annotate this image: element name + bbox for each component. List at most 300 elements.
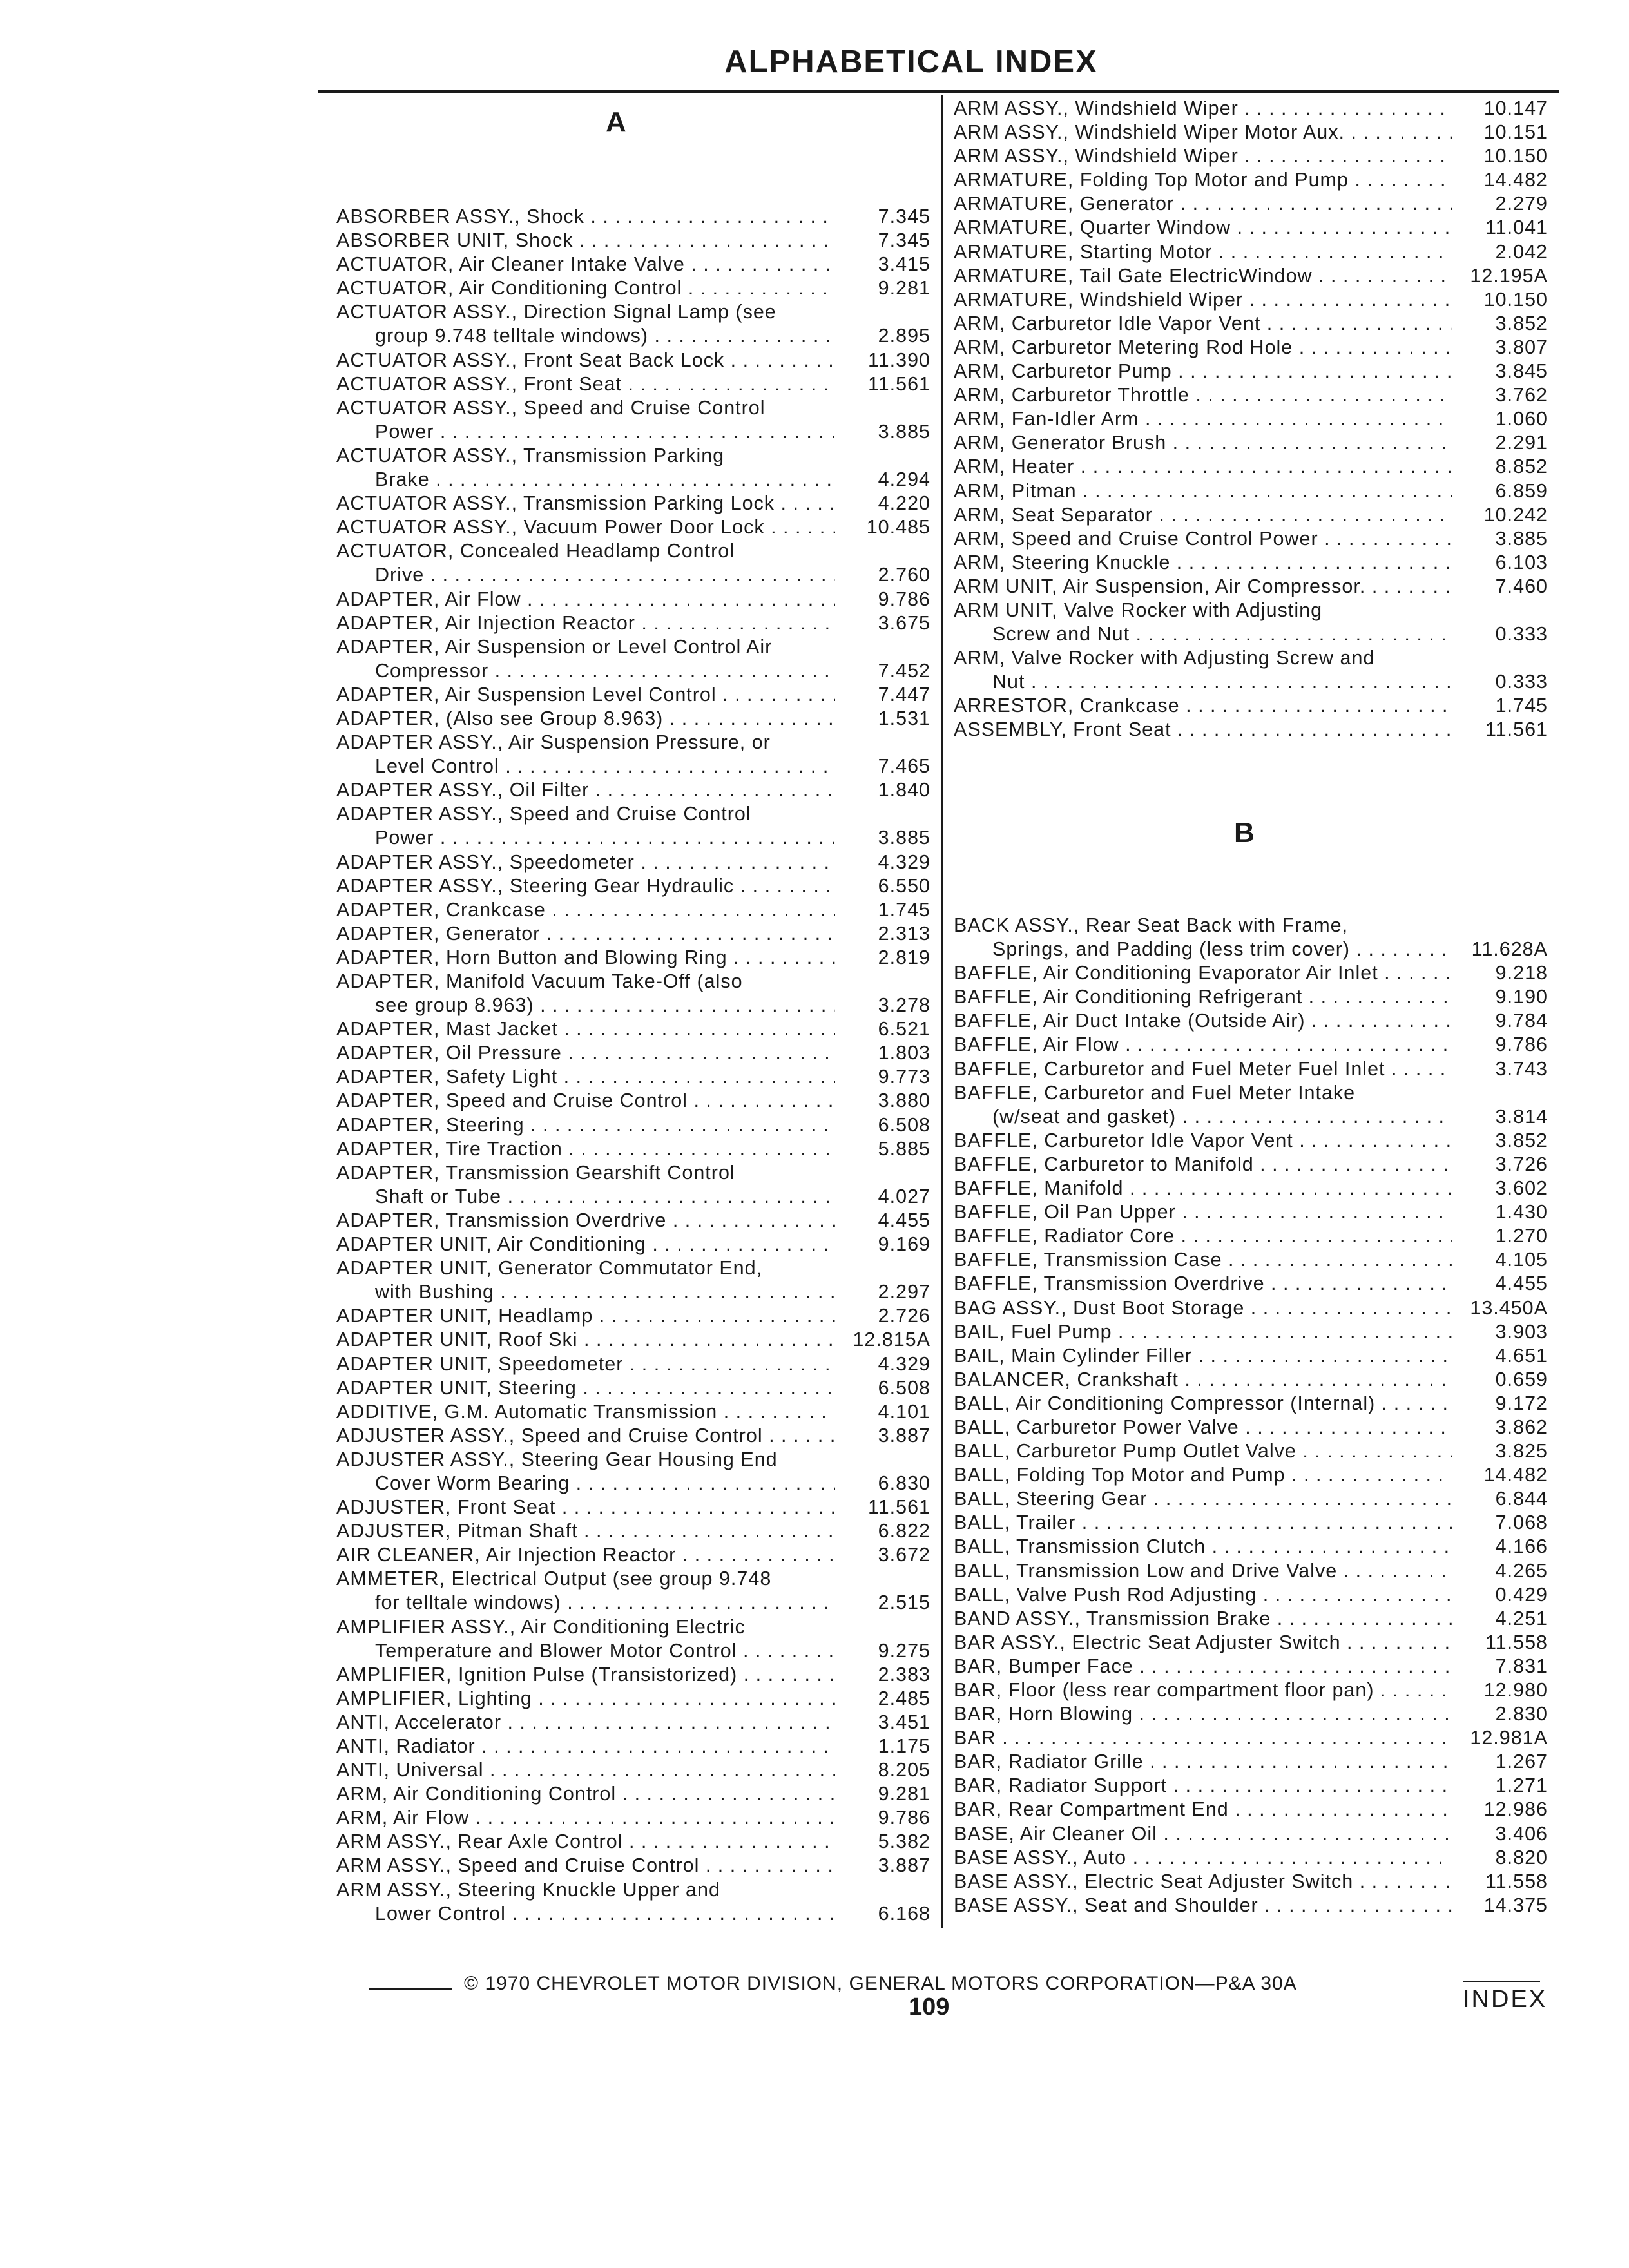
entry-group-number: 14.375 [1483, 1894, 1548, 1916]
index-entry [336, 802, 930, 850]
index-entry [954, 97, 1548, 120]
index-entry [954, 1177, 1548, 1200]
entry-group-number: 6.844 [1495, 1488, 1548, 1510]
index-entry [336, 922, 930, 946]
index-column-left [336, 205, 930, 1926]
entry-label: ARM ASSY., Speed and Cruise Control . . . [336, 1854, 835, 1878]
entry-label: ADAPTER UNIT, Speedometer . . . [336, 1352, 835, 1376]
entry-group-number: 2.485 [878, 1687, 930, 1709]
entry-label: ADAPTER, Safety Light . . . [336, 1065, 835, 1089]
entry-group-number: 4.329 [878, 1352, 930, 1375]
entry-label: BASE ASSY., Electric Seat Adjuster Switch . . . [954, 1870, 1452, 1894]
entry-label: ADJUSTER, Pitman Shaft . . . [336, 1519, 835, 1543]
entry-group-number: 0.659 [1495, 1368, 1548, 1390]
entry-group-number: 1.267 [1495, 1751, 1548, 1773]
index-entry [336, 731, 930, 778]
entry-label: ARM, Carburetor Metering Rod Hole . . . [954, 336, 1452, 360]
entry-group-number: 10.150 [1483, 288, 1548, 311]
entry-label: ADAPTER, (Also see Group 8.963) . . . [336, 707, 835, 731]
entry-label: BAFFLE, Air Flow . . . [954, 1033, 1452, 1057]
entry-label: Springs, and Padding (less trim cover) . . . [992, 937, 1452, 961]
entry-label: ARM UNIT, Air Suspension, Air Compressor. . . . [954, 575, 1452, 599]
index-entry [336, 1519, 930, 1543]
index-entry [954, 288, 1548, 312]
index-entry [954, 120, 1548, 144]
index-entry [954, 1392, 1548, 1416]
entry-group-number: 12.195A [1470, 264, 1548, 287]
entry-group-number: 4.220 [878, 492, 930, 515]
index-entry [336, 850, 930, 874]
entry-label: ACTUATOR, Air Cleaner Intake Valve . . . [336, 253, 835, 276]
entry-label: BAFFLE, Air Duct Intake (Outside Air) . . . [954, 1009, 1452, 1033]
index-entry [954, 1774, 1548, 1798]
entry-label: BALL, Carburetor Pump Outlet Valve . . . [954, 1439, 1452, 1463]
entry-label: AMMETER, Electrical Output (see group 9.748 [336, 1568, 772, 1590]
index-entry [336, 1735, 930, 1758]
entry-group-number: 3.602 [1495, 1177, 1548, 1200]
entry-label: ACTUATOR ASSY., Vacuum Power Door Lock . . . [336, 515, 835, 539]
entry-label: ADJUSTER ASSY., Steering Gear Housing End [336, 1448, 778, 1470]
entry-group-number: 2.383 [878, 1663, 930, 1686]
entry-group-number: 10.150 [1483, 145, 1548, 168]
index-entry [954, 1559, 1548, 1583]
index-entry [336, 1089, 930, 1113]
entry-label: ACTUATOR ASSY., Transmission Parking [336, 444, 725, 466]
entry-group-number: 1.430 [1495, 1201, 1548, 1224]
index-entry [954, 1057, 1548, 1081]
index-entry [954, 1511, 1548, 1535]
index-entry [336, 778, 930, 802]
entry-group-number: 3.726 [1495, 1153, 1548, 1175]
entry-label: BAR, Radiator Grille . . . [954, 1750, 1452, 1774]
index-entry [954, 264, 1548, 288]
index-entry [954, 216, 1548, 240]
index-entry [336, 300, 930, 348]
entry-label: ARM, Carburetor Pump . . . [954, 360, 1452, 383]
entry-label: BAIL, Main Cylinder Filler . . . [954, 1344, 1452, 1368]
index-entry [336, 349, 930, 372]
entry-label: ADAPTER, Tire Traction . . . [336, 1137, 835, 1161]
index-entry [954, 1894, 1548, 1917]
entry-group-number: 7.068 [1495, 1512, 1548, 1534]
entry-label: ARM, Air Flow . . . [336, 1806, 835, 1830]
entry-label: ARMATURE, Quarter Window . . . [954, 216, 1452, 240]
index-entry [954, 1583, 1548, 1607]
entry-label: ARMATURE, Generator . . . [954, 192, 1452, 216]
entry-label: ARM, Steering Knuckle . . . [954, 551, 1452, 575]
index-entry [954, 503, 1548, 527]
index-entry [954, 599, 1548, 646]
entry-label: BAFFLE, Air Conditioning Evaporator Air Inlet . . . [954, 961, 1452, 985]
index-entry [954, 1798, 1548, 1821]
index-entry [336, 1663, 930, 1687]
index-entry [954, 1248, 1548, 1272]
entry-label: ANTI, Radiator . . . [336, 1735, 835, 1758]
index-entry [336, 1806, 930, 1830]
index-entry [954, 1320, 1548, 1344]
entry-group-number: 3.451 [878, 1711, 930, 1733]
index-column-right-b [954, 914, 1548, 1917]
index-entry [336, 874, 930, 898]
entry-group-number: 1.531 [878, 707, 930, 729]
entry-group-number: 14.482 [1483, 169, 1548, 191]
index-entry [336, 1567, 930, 1615]
index-entry [954, 144, 1548, 168]
entry-group-number: 3.825 [1495, 1440, 1548, 1463]
index-entry [954, 312, 1548, 336]
entry-group-number: 13.450A [1470, 1296, 1548, 1319]
index-entry [336, 444, 930, 492]
entry-group-number: 3.852 [1495, 312, 1548, 334]
index-entry [336, 492, 930, 515]
entry-group-number: 11.628A [1471, 938, 1548, 961]
title-rule [318, 90, 1559, 93]
entry-label: BAR, Radiator Support . . . [954, 1774, 1452, 1798]
entry-label: ADAPTER, Air Suspension Level Control . . . [336, 683, 835, 707]
entry-group-number: 6.550 [878, 874, 930, 897]
entry-group-number: 3.807 [1495, 336, 1548, 358]
entry-label: ADAPTER ASSY., Speedometer . . . [336, 850, 835, 874]
entry-label: AIR CLEANER, Air Injection Reactor . . . [336, 1543, 835, 1567]
entry-label: ADAPTER, Generator . . . [336, 922, 835, 946]
index-entry [954, 1200, 1548, 1224]
entry-group-number: 6.830 [878, 1472, 930, 1494]
entry-group-number: 4.455 [878, 1209, 930, 1231]
index-entry [954, 479, 1548, 503]
entry-group-number: 1.060 [1495, 408, 1548, 430]
entry-group-number: 7.345 [878, 229, 930, 252]
entry-group-number: 11.558 [1485, 1631, 1548, 1653]
index-entry [954, 1153, 1548, 1177]
entry-label: ARMATURE, Windshield Wiper . . . [954, 288, 1452, 312]
entry-label: BAR, Bumper Face . . . [954, 1655, 1452, 1678]
index-entry [954, 718, 1548, 742]
index-entry [954, 1726, 1548, 1750]
entry-label: BAND ASSY., Transmission Brake . . . [954, 1607, 1452, 1631]
entry-group-number: 4.105 [1495, 1249, 1548, 1271]
entry-label: ARM, Generator Brush . . . [954, 431, 1452, 455]
entry-group-number: 4.294 [878, 468, 930, 491]
entry-label: BALL, Transmission Clutch . . . [954, 1535, 1452, 1559]
entry-label: Lower Control . . . [375, 1902, 835, 1926]
index-entry [336, 1687, 930, 1711]
index-entry [336, 1830, 930, 1854]
index-entry [954, 527, 1548, 551]
entry-label: ARM ASSY., Windshield Wiper . . . [954, 97, 1452, 120]
index-entry [954, 1702, 1548, 1726]
entry-group-number: 0.429 [1495, 1583, 1548, 1606]
entry-label: BALL, Steering Gear . . . [954, 1487, 1452, 1511]
index-entry [954, 694, 1548, 718]
entry-label: BAR, Rear Compartment End . . . [954, 1798, 1452, 1821]
entry-label: BAFFLE, Carburetor to Manifold . . . [954, 1153, 1452, 1177]
entry-group-number: 9.786 [878, 1807, 930, 1829]
index-entry [336, 970, 930, 1017]
entry-group-number: 1.840 [878, 779, 930, 802]
entry-group-number: 10.151 [1483, 121, 1548, 144]
entry-group-number: 11.390 [867, 349, 930, 371]
entry-group-number: 9.786 [878, 588, 930, 610]
entry-label: ARM, Carburetor Idle Vapor Vent . . . [954, 312, 1452, 336]
entry-group-number: 9.172 [1495, 1392, 1548, 1414]
entry-label: (w/seat and gasket) . . . [992, 1105, 1452, 1129]
entry-group-number: 1.803 [878, 1042, 930, 1064]
entry-label: BAFFLE, Transmission Overdrive . . . [954, 1272, 1452, 1296]
index-entry [954, 1631, 1548, 1655]
entry-label: ABSORBER ASSY., Shock . . . [336, 205, 835, 229]
entry-label: BAR, Horn Blowing . . . [954, 1702, 1452, 1726]
index-entry [336, 1854, 930, 1878]
entry-label: Cover Worm Bearing . . . [375, 1472, 835, 1495]
entry-group-number: 8.205 [878, 1759, 930, 1782]
entry-group-number: 3.852 [1495, 1129, 1548, 1151]
entry-group-number: 9.281 [878, 1783, 930, 1805]
index-entry [336, 396, 930, 444]
index-entry [954, 360, 1548, 383]
entry-label: ADJUSTER ASSY., Speed and Cruise Control . . . [336, 1424, 835, 1448]
index-entry [954, 646, 1548, 694]
entry-label: ADAPTER ASSY., Steering Gear Hydraulic . . . [336, 874, 835, 898]
entry-group-number: 10.147 [1483, 97, 1548, 119]
entry-group-number: 3.762 [1495, 384, 1548, 407]
index-entry [954, 961, 1548, 985]
entry-label: ARMATURE, Folding Top Motor and Pump . . . [954, 168, 1452, 192]
page-title: ALPHABETICAL INDEX [724, 44, 1098, 79]
index-entry [336, 229, 930, 253]
entry-label: ADAPTER, Steering . . . [336, 1113, 835, 1137]
index-entry [336, 1017, 930, 1041]
entry-label: ADAPTER ASSY., Speed and Cruise Control [336, 803, 751, 825]
index-entry [336, 1161, 930, 1209]
index-entry [954, 985, 1548, 1009]
index-entry [336, 1256, 930, 1304]
entry-group-number: 10.242 [1483, 503, 1548, 526]
entry-label: ACTUATOR ASSY., Direction Signal Lamp (see [336, 301, 776, 323]
entry-label: ABSORBER UNIT, Shock . . . [336, 229, 835, 253]
index-entry [336, 1424, 930, 1448]
entry-group-number: 8.852 [1495, 456, 1548, 478]
entry-label: BAFFLE, Radiator Core . . . [954, 1224, 1452, 1248]
entry-label: BALL, Trailer . . . [954, 1511, 1452, 1535]
entry-label: BALL, Carburetor Power Valve . . . [954, 1416, 1452, 1439]
entry-label: ADAPTER, Manifold Vacuum Take-Off (also [336, 970, 743, 992]
index-entry [336, 1711, 930, 1735]
section-letter-b: B [1234, 817, 1255, 849]
entry-label: ARM, Air Conditioning Control . . . [336, 1782, 835, 1806]
entry-group-number: 3.415 [878, 253, 930, 276]
entry-label: BAFFLE, Oil Pan Upper . . . [954, 1200, 1452, 1224]
entry-group-number: 6.859 [1495, 479, 1548, 502]
entry-label: ARM ASSY., Steering Knuckle Upper and [336, 1878, 720, 1901]
entry-group-number: 4.329 [878, 850, 930, 873]
index-entry [336, 611, 930, 635]
entry-label: ADAPTER, Horn Button and Blowing Ring . . . [336, 946, 835, 970]
entry-label: BAFFLE, Air Conditioning Refrigerant . . . [954, 985, 1452, 1009]
entry-label: BAFFLE, Carburetor Idle Vapor Vent . . . [954, 1129, 1452, 1153]
footer-rule-left [369, 1988, 452, 1990]
index-entry [336, 372, 930, 396]
index-entry [954, 914, 1548, 961]
index-entry [954, 192, 1548, 216]
entry-label: ADAPTER ASSY., Oil Filter . . . [336, 778, 835, 802]
index-entry [336, 1782, 930, 1806]
entry-label: ADAPTER UNIT, Generator Commutator End, [336, 1257, 763, 1280]
entry-group-number: 3.278 [878, 994, 930, 1017]
column-divider [941, 95, 943, 1928]
entry-group-number: 2.726 [878, 1305, 930, 1327]
entry-group-number: 1.745 [878, 898, 930, 921]
entry-label: ARM UNIT, Valve Rocker with Adjusting [954, 599, 1323, 621]
index-entry [954, 1033, 1548, 1057]
entry-group-number: 14.482 [1483, 1464, 1548, 1486]
entry-label: BAFFLE, Manifold . . . [954, 1177, 1452, 1200]
entry-group-number: 11.041 [1485, 216, 1548, 239]
index-entry [954, 1607, 1548, 1631]
entry-group-number: 12.986 [1483, 1798, 1548, 1821]
entry-group-number: 9.773 [878, 1066, 930, 1088]
entry-group-number: 3.675 [878, 611, 930, 634]
entry-label: ACTUATOR ASSY., Transmission Parking Lock . . . [336, 492, 835, 515]
entry-group-number: 1.175 [878, 1735, 930, 1757]
entry-group-number: 7.345 [878, 206, 930, 227]
index-entry [336, 1137, 930, 1161]
index-entry [954, 1416, 1548, 1439]
entry-label: BAFFLE, Carburetor and Fuel Meter Intake [954, 1081, 1356, 1104]
entry-label: ADAPTER, Speed and Cruise Control . . . [336, 1089, 835, 1113]
entry-label: ADAPTER, Air Suspension or Level Control Air [336, 635, 773, 658]
index-entry [336, 1328, 930, 1352]
index-entry [954, 383, 1548, 407]
index-entry [954, 1822, 1548, 1846]
entry-group-number: 4.027 [878, 1185, 930, 1207]
entry-group-number: 2.895 [878, 325, 930, 347]
entry-label: ARM, Pitman . . . [954, 479, 1452, 503]
entry-group-number: 5.382 [878, 1831, 930, 1853]
index-entry [954, 1750, 1548, 1774]
entry-label: Brake . . . [375, 468, 835, 492]
entry-label: ASSEMBLY, Front Seat . . . [954, 718, 1452, 742]
entry-label: BALL, Transmission Low and Drive Valve . . . [954, 1559, 1452, 1583]
entry-label: BAFFLE, Transmission Case . . . [954, 1248, 1452, 1272]
entry-group-number: 2.279 [1495, 193, 1548, 215]
entry-label: BAR ASSY., Electric Seat Adjuster Switch . . . [954, 1631, 1452, 1655]
entry-label: ADAPTER UNIT, Roof Ski . . . [336, 1328, 835, 1352]
entry-group-number: 3.814 [1495, 1105, 1548, 1128]
entry-group-number: 9.190 [1495, 986, 1548, 1008]
entry-group-number: 3.903 [1495, 1320, 1548, 1343]
entry-group-number: 4.166 [1495, 1535, 1548, 1558]
entry-label: BASE ASSY., Auto . . . [954, 1846, 1452, 1870]
index-entry [954, 1463, 1548, 1487]
index-entry [336, 1352, 930, 1376]
entry-group-number: 11.558 [1485, 1870, 1548, 1892]
entry-label: ANTI, Universal . . . [336, 1758, 835, 1782]
entry-label: ARM, Carburetor Throttle . . . [954, 383, 1452, 407]
entry-group-number: 4.455 [1495, 1273, 1548, 1295]
index-entry [336, 1376, 930, 1400]
entry-group-number: 7.452 [878, 659, 930, 682]
entry-group-number: 12.815A [853, 1329, 930, 1351]
index-entry [336, 1041, 930, 1065]
entry-group-number: 3.862 [1495, 1416, 1548, 1438]
entry-group-number: 7.465 [878, 755, 930, 778]
entry-group-number: 11.561 [867, 372, 930, 395]
entry-group-number: 5.885 [878, 1137, 930, 1160]
entry-group-number: 12.980 [1483, 1679, 1548, 1701]
entry-group-number: 3.880 [878, 1090, 930, 1112]
entry-label: ARM ASSY., Windshield Wiper Motor Aux. . . . [954, 120, 1452, 144]
entry-group-number: 9.275 [878, 1639, 930, 1662]
index-entry [954, 1655, 1548, 1678]
entry-label: see group 8.963) . . . [375, 994, 835, 1017]
entry-group-number: 3.887 [878, 1854, 930, 1877]
entry-group-number: 9.281 [878, 277, 930, 300]
entry-label: ACTUATOR ASSY., Front Seat . . . [336, 372, 835, 396]
entry-group-number: 2.313 [878, 922, 930, 945]
index-entry [336, 1543, 930, 1567]
entry-group-number: 10.485 [866, 516, 930, 539]
index-entry [954, 1678, 1548, 1702]
entry-label: BALL, Folding Top Motor and Pump . . . [954, 1463, 1452, 1487]
entry-label: ARM ASSY., Rear Axle Control . . . [336, 1830, 835, 1854]
entry-group-number: 7.447 [878, 683, 930, 706]
entry-group-number: 6.508 [878, 1376, 930, 1399]
entry-label: ADAPTER ASSY., Air Suspension Pressure, or [336, 731, 771, 754]
entry-label: ARM, Fan-Idler Arm . . . [954, 407, 1452, 431]
index-entry [336, 635, 930, 683]
entry-label: BAR . . . [954, 1726, 1452, 1750]
footer-rule-right [1463, 1981, 1540, 1982]
entry-label: ADAPTER UNIT, Air Conditioning . . . [336, 1233, 835, 1256]
index-entry [954, 551, 1548, 575]
entry-group-number: 4.101 [878, 1400, 930, 1423]
index-entry [336, 898, 930, 922]
section-tag: INDEX [1463, 1986, 1548, 2013]
entry-label: BAR, Floor (less rear compartment floor pan) . . . [954, 1678, 1452, 1702]
entry-label: AMPLIFIER ASSY., Air Conditioning Electric [336, 1615, 746, 1638]
index-entry [954, 1439, 1548, 1463]
index-entry [336, 515, 930, 539]
index-entry [336, 1209, 930, 1233]
entry-group-number: 9.218 [1495, 962, 1548, 985]
entry-label: for telltale windows) . . . [375, 1591, 835, 1615]
entry-group-number: 1.745 [1495, 695, 1548, 717]
entry-group-number: 3.887 [878, 1424, 930, 1446]
entry-label: BAG ASSY., Dust Boot Storage . . . [954, 1296, 1452, 1320]
entry-group-number: 0.333 [1495, 623, 1548, 646]
entry-label: ARM ASSY., Windshield Wiper . . . [954, 144, 1452, 168]
entry-group-number: 6.508 [878, 1113, 930, 1136]
entry-group-number: 2.291 [1495, 432, 1548, 454]
entry-group-number: 3.845 [1495, 360, 1548, 383]
index-entry [336, 253, 930, 276]
entry-group-number: 6.521 [878, 1018, 930, 1041]
entry-group-number: 3.885 [1495, 527, 1548, 550]
index-entry [954, 1224, 1548, 1248]
entry-group-number: 6.168 [878, 1902, 930, 1925]
index-entry [336, 1304, 930, 1328]
index-entry [336, 1233, 930, 1256]
index-entry [954, 575, 1548, 599]
entry-label: BALANCER, Crankshaft . . . [954, 1368, 1452, 1392]
entry-label: Nut . . . [992, 670, 1452, 694]
entry-label: ADAPTER UNIT, Headlamp . . . [336, 1304, 835, 1328]
entry-group-number: 11.561 [867, 1496, 930, 1519]
entry-label: AMPLIFIER, Lighting . . . [336, 1687, 835, 1711]
index-entry [336, 205, 930, 229]
entry-group-number: 0.333 [1495, 671, 1548, 693]
entry-label: ARRESTOR, Crankcase . . . [954, 694, 1452, 718]
